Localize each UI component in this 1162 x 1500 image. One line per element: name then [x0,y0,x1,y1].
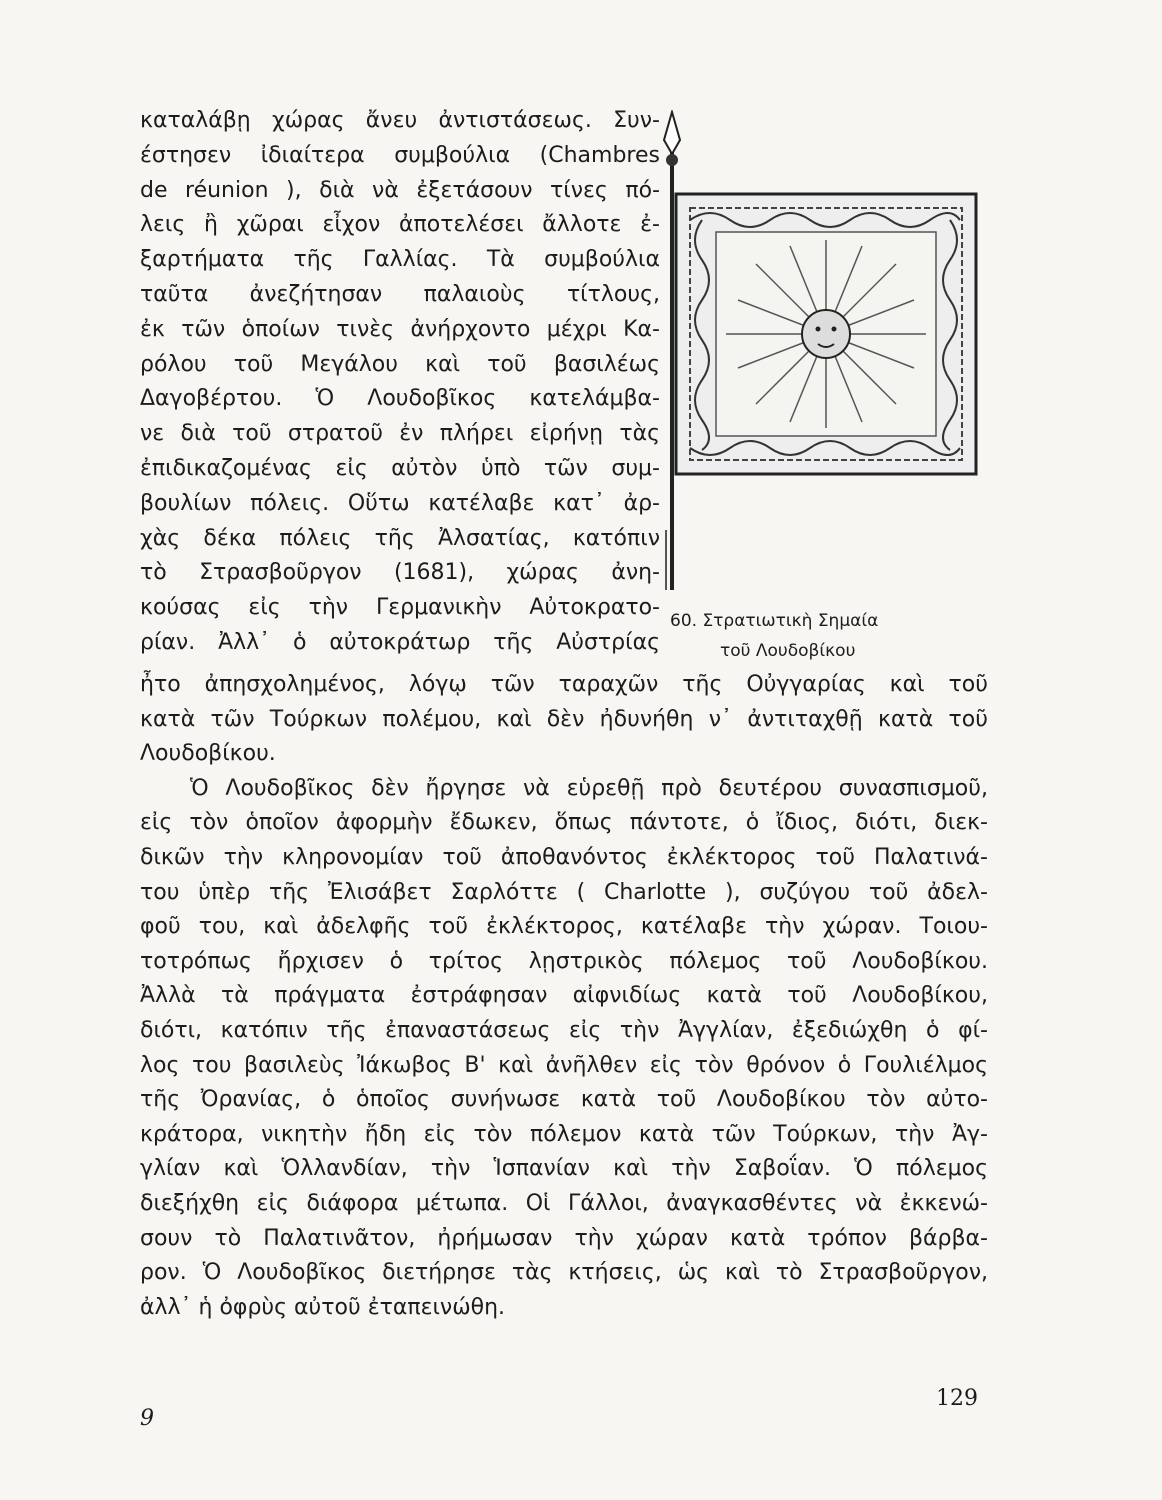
text-line: κούσας εἰς τὴν Γερμανικὴν Αὐτοκρατο- [140,595,660,621]
page-number: 129 [936,1386,978,1411]
text-line: Ἀλλὰ τὰ πράγματα ἐστράφησαν αἰφνιδίως κατὰ τοῦ Λουδοβίκου, [140,983,988,1009]
text-line: Λουδοβίκου. [140,741,276,767]
text-line: ἐκ τῶν ὁποίων τινὲς ἀνήρχοντο μέχρι Κα- [140,316,660,342]
text-line: ἦτο ἀπησχολημένος, λόγῳ τῶν ταραχῶν τῆς Οὐγγαρίας καὶ τοῦ [140,672,988,697]
text-line: διεξήχθη εἰς διάφορα μέτωπα. Οἱ Γάλλοι, ἀναγκασθέντες νὰ ἐκκενώ- [140,1190,988,1216]
left-column-text [140,104,660,661]
signature-mark: 9 [140,1406,154,1431]
text-line: κράτορα, νικητὴν ἤδη εἰς τὸν πόλεμον κατὰ τῶν Τούρκων, τὴν Ἀγ- [140,1121,988,1147]
text-line: λεις ἢ χῶραι εἶχον ἀποτελέσει ἄλλοτε ἐ- [140,212,660,238]
text-line: τῆς Ὀρανίας, ὁ ὁποῖος συνήνωσε κατὰ τοῦ Λουδοβίκου τὸν αὐτο- [140,1087,988,1113]
text-line: γλίαν καὶ Ὁλλανδίαν, τὴν Ἱσπανίαν καὶ τὴν Σαβοΐαν. Ὁ πόλεμος [140,1156,988,1182]
flag-illustration [650,110,980,600]
text-line: δικῶν τὴν κληρονομίαν τοῦ ἀποθανόντος ἐκλέκτορος τοῦ Παλατινά- [140,844,988,870]
text-line: εἰς τὸν ὁποῖον ἀφορμὴν ἔδωκεν, ὅπως πάντοτε, ὁ ἴδιος, διότι, διεκ- [140,810,988,836]
figure-caption [670,606,960,666]
caption-title: 60. Στρατιωτικὴ Σημαία [670,611,879,631]
text-line: του ὑπὲρ τῆς Ἐλισάβετ Σαρλόττε ( Charlotte ), συζύγου τοῦ ἀδελ- [140,879,988,905]
text-line: φοῦ του, καὶ ἀδελφῆς τοῦ ἐκλέκτορος, κατέλαβε τὴν χώραν. Τοιου- [140,914,988,940]
text-line: ρίαν. Ἀλλ᾿ ὁ αὐτοκράτωρ τῆς Αὐστρίας [140,629,660,655]
military-flag-icon [650,110,980,600]
text-line: καταλάβῃ χώρας ἄνευ ἀντιστάσεως. Συν- [140,108,660,133]
text-line: τοτρόπως ἤρχισεν ὁ τρίτος λῃστρικὸς πόλεμος τοῦ Λουδοβίκου. [140,948,988,974]
text-line: ξαρτήματα τῆς Γαλλίας. Τὰ συμβούλια [140,247,660,273]
text-line: ρόλου τοῦ Μεγάλου καὶ τοῦ βασιλέως [140,351,660,377]
text-line: κατὰ τῶν Τούρκων πολέμου, καὶ δὲν ἠδυνήθη ν᾿ ἀντιταχθῇ κατὰ τοῦ [140,706,988,732]
text-line: διότι, κατόπιν τῆς ἐπαναστάσεως εἰς τὴν Ἀγγλίαν, ἐξεδιώχθη ὁ φί- [140,1017,988,1043]
text-line: βουλίων πόλεις. Οὕτω κατέλαβε κατ᾿ ἀρ- [140,490,660,516]
text-line: ἐπιδικαζομένας εἰς αὐτὸν ὑπὸ τῶν συμ- [140,455,660,481]
text-line: ρον. Ὁ Λουδοβῖκος διετήρησε τὰς κτήσεις, ὡς καὶ τὸ Στρασβοῦργον, [140,1260,988,1286]
text-line: λος του βασιλεὺς Ἰάκωβος Β' καὶ ἀνῆλθεν εἰς τὸν θρόνον ὁ Γουλιέλμος [140,1052,988,1078]
text-line: νε διὰ τοῦ στρατοῦ ἐν πλήρει εἰρήνῃ τὰς [140,421,660,447]
text-line: de réunion ), διὰ νὰ ἐξετάσουν τίνες πό- [140,177,660,203]
text-line: τὸ Στρασβοῦργον (1681), χώρας ἀνη- [140,560,660,586]
text-line: χὰς δέκα πόλεις τῆς Ἀλσατίας, κατόπιν [140,525,660,551]
caption-subtitle: τοῦ Λουδοβίκου [720,641,856,661]
text-line: ἀλλ᾿ ἡ ὀφρὺς αὐτοῦ ἐταπεινώθη. [140,1294,506,1320]
text-line: σουν τὸ Παλατινᾶτον, ἠρήμωσαν τὴν χώραν κατὰ τρόπον βάρβα- [140,1225,988,1251]
paragraph-first-line: Ὁ Λουδοβῖκος δὲν ἤργησε νὰ εὑρεθῇ πρὸ δευτέρου συνασπισμοῦ, [190,775,988,801]
text-line: έστησεν ἰδιαίτερα συμβούλια (Chambres [140,142,660,168]
text-line: Δαγοβέρτου. Ὁ Λουδοβῖκος κατελάμβα- [140,386,660,412]
text-line: ταῦτα ἀνεζήτησαν παλαιοὺς τίτλους, [140,281,660,307]
full-width-text [140,668,988,1325]
